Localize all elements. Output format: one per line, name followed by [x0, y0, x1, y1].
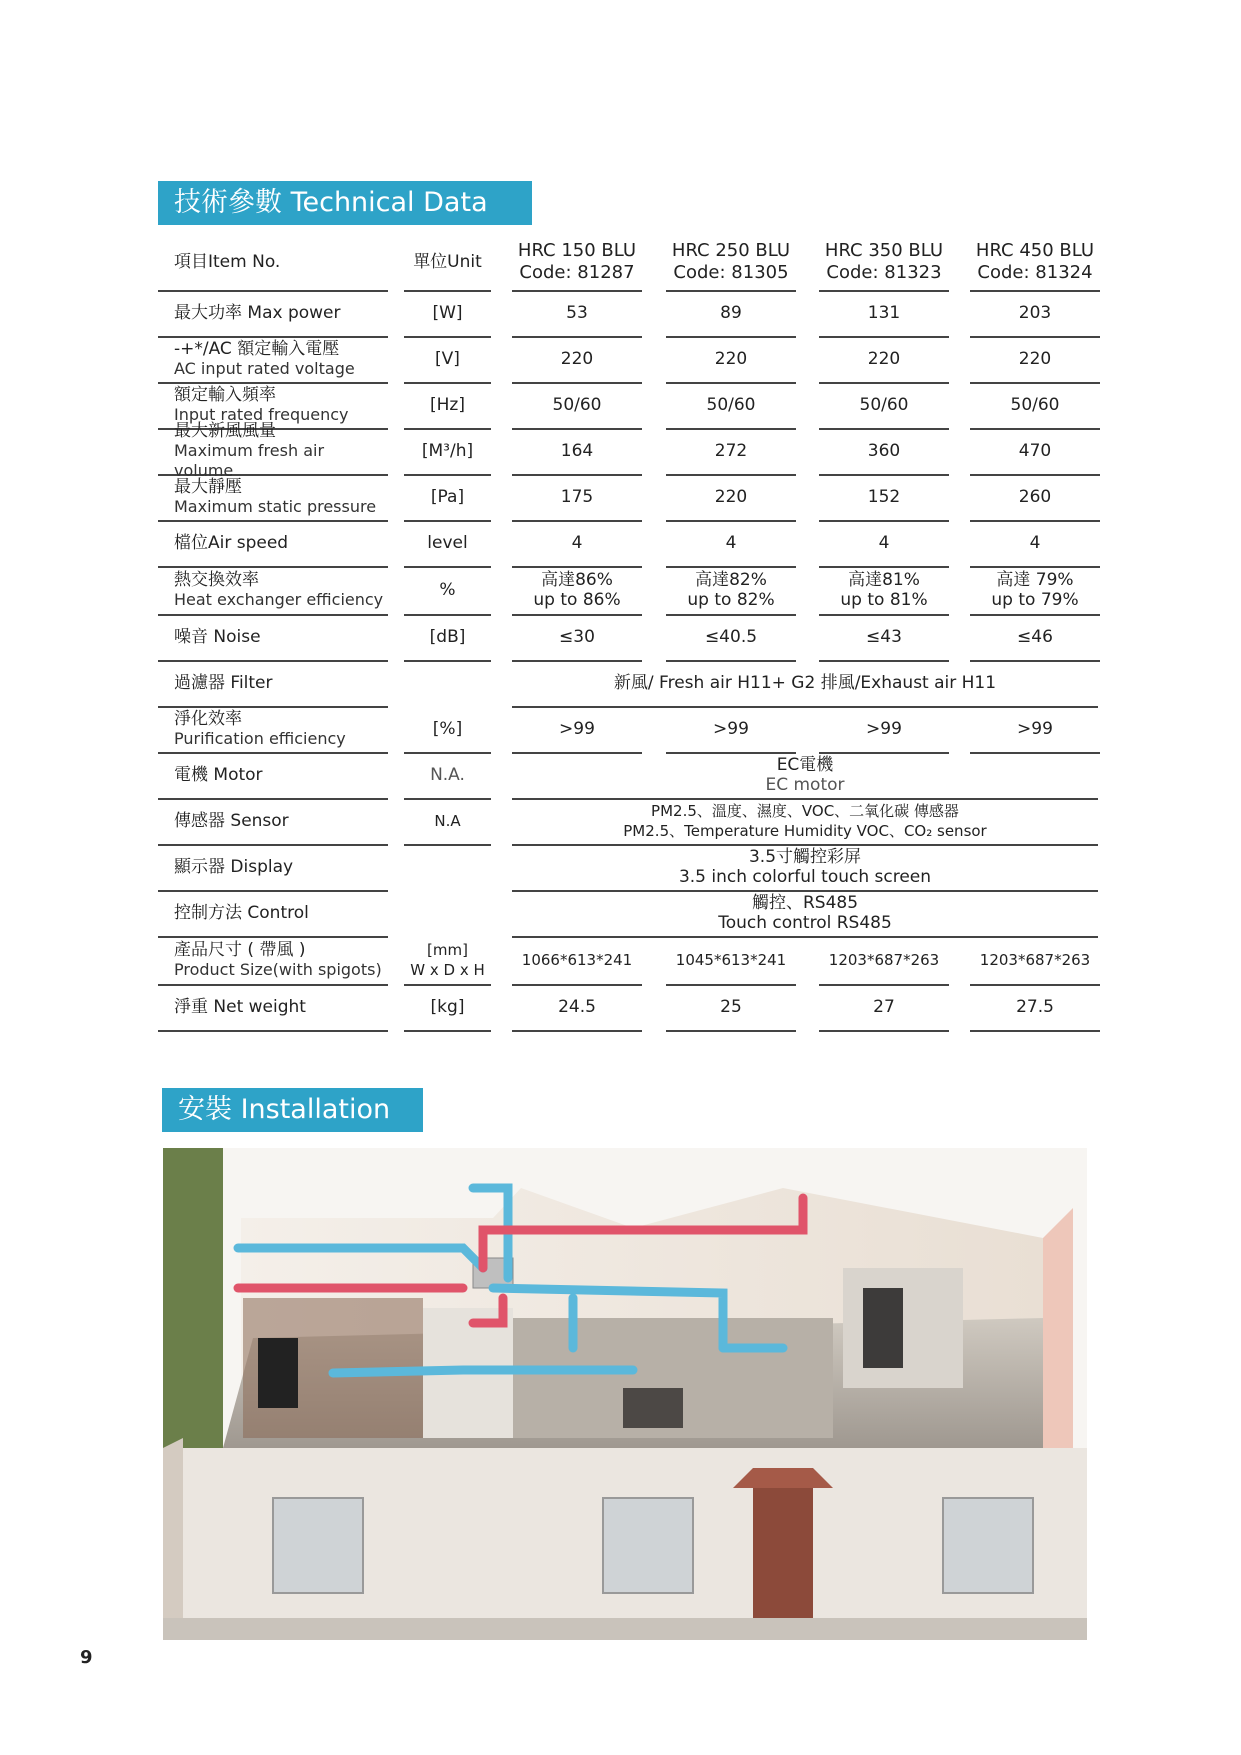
table-row-sensor: 傳感器 Sensor N.A PM2.5、溫度、濕度、VOC、二氧化碳 傳感器 PM2.5、Temperature Humidity VOC、CO₂ sensor	[158, 800, 1098, 846]
table-row-weight: 淨重 Net weight [kg] 24.5 25 27 27.5	[158, 986, 1098, 1032]
technical-data-header: 技術參數 Technical Data	[158, 181, 532, 225]
installation-illustration	[163, 1148, 1087, 1640]
header-model-1: HRC 150 BLU Code: 81287	[512, 236, 642, 292]
table-row: 檔位Air speed level 4 4 4 4	[158, 522, 1098, 568]
table-row-filter: 過濾器 Filter 新風/ Fresh air H11+ G2 排風/Exhaust air H11	[158, 662, 1098, 708]
table-row: 噪音 Noise [dB] ≤30 ≤40.5 ≤43 ≤46	[158, 616, 1098, 662]
house-duct-illustration	[163, 1148, 1087, 1640]
header-model-4: HRC 450 BLU Code: 81324	[970, 236, 1100, 292]
header-item: 項目Item No.	[158, 236, 388, 292]
table-row-control: 控制方法 Control 觸控、RS485 Touch control RS485	[158, 892, 1098, 938]
header-unit: 單位Unit	[404, 236, 491, 292]
table-row: 最大靜壓 Maximum static pressure [Pa] 175 220 152 260	[158, 476, 1098, 522]
table-row-display: 顯示器 Display 3.5寸觸控彩屏 3.5 inch colorful touch screen	[158, 846, 1098, 892]
table-row-purification: 淨化效率 Purification efficiency [%] >99 >99 >99 >99	[158, 708, 1098, 754]
table-row-motor: 電機 Motor N.A. EC電機 EC motor	[158, 754, 1098, 800]
technical-data-table	[158, 236, 1098, 1032]
installation-header: 安裝 Installation	[162, 1088, 423, 1132]
coffee-table	[623, 1388, 683, 1428]
table-row: 最大功率 Max power [W] 53 89 131 203	[158, 292, 1098, 338]
table-row: -+*/AC 額定輸入電壓 AC input rated voltage [V] 220 220 220 220	[158, 338, 1098, 384]
table-header-row	[158, 236, 1098, 292]
header-model-3: HRC 350 BLU Code: 81323	[819, 236, 949, 292]
chimney	[753, 1488, 813, 1640]
trees	[163, 1148, 223, 1468]
table-row-size: 產品尺寸 ( 帶風 ) Product Size(with spigots) [mm] W x D x H 1066*613*241 1045*613*241 1203*687*263 1203*687*263	[158, 938, 1098, 986]
header-model-2: HRC 250 BLU Code: 81305	[666, 236, 796, 292]
table-row: 熱交換效率 Heat exchanger efficiency % 高達86% up to 86% 高達82% up to 82% 高達81% up to 81% 高達 79% up to 79%	[158, 568, 1098, 616]
table-row: 額定輸入頻率 Input rated frequency [Hz] 50/60 50/60 50/60 50/60	[158, 384, 1098, 430]
page-number: 9	[80, 1647, 93, 1668]
desk	[258, 1338, 298, 1408]
table-row: 最大新風風量 Maximum fresh air volume [M³/h] 164 272 360 470	[158, 430, 1098, 476]
